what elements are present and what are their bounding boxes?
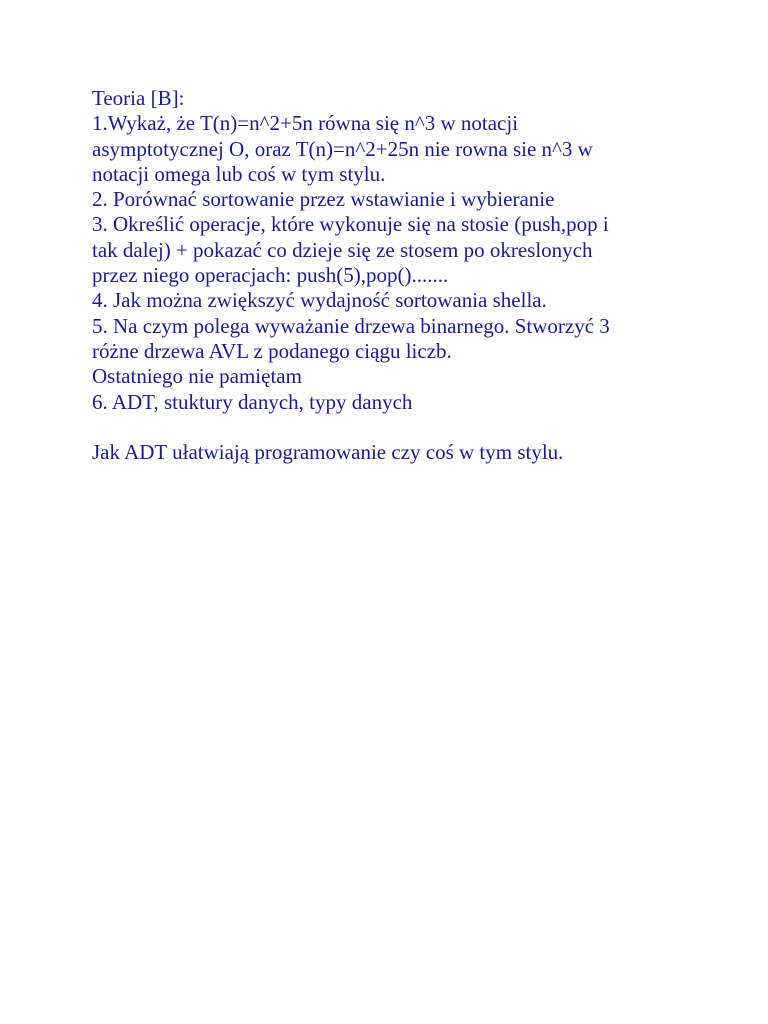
- note-line: Ostatniego nie pamiętam: [92, 364, 302, 389]
- section-heading: Teoria [B]:: [92, 86, 185, 110]
- question-3-line-1: 3. Określić operacje, które wykonuje się na stosie (push,pop i: [92, 212, 609, 237]
- question-1-line-3: notacji omega lub coś w tym stylu.: [92, 161, 386, 186]
- question-2: 2. Porównać sortowanie przez wstawianie i wybieranie: [92, 187, 555, 212]
- question-1-line-1: 1.Wykaż, że T(n)=n^2+5n równa się n^3 w notacji: [92, 111, 519, 136]
- question-3-line-2: tak dalej) + pokazać co dzieje się ze stosem po okreslonych: [92, 237, 593, 262]
- question-1-line-2: asymptotycznej O, oraz T(n)=n^2+25n nie rowna sie n^3 w: [92, 136, 593, 161]
- question-6: 6. ADT, stuktury danych, typy danych: [92, 389, 413, 414]
- blank-line: [92, 415, 692, 440]
- question-5-line-2: różne drzewa AVL z podanego ciągu liczb.: [92, 338, 452, 363]
- document-body: [92, 86, 692, 465]
- closing-line: Jak ADT ułatwiają programowanie czy coś w tym stylu.: [92, 440, 564, 465]
- question-4: 4. Jak można zwiększyć wydajność sortowania shella.: [92, 288, 547, 313]
- question-3-line-3: przez niego operacjach: push(5),pop().......: [92, 263, 449, 288]
- question-5-line-1: 5. Na czym polega wyważanie drzewa binarnego. Stworzyć 3: [92, 313, 610, 338]
